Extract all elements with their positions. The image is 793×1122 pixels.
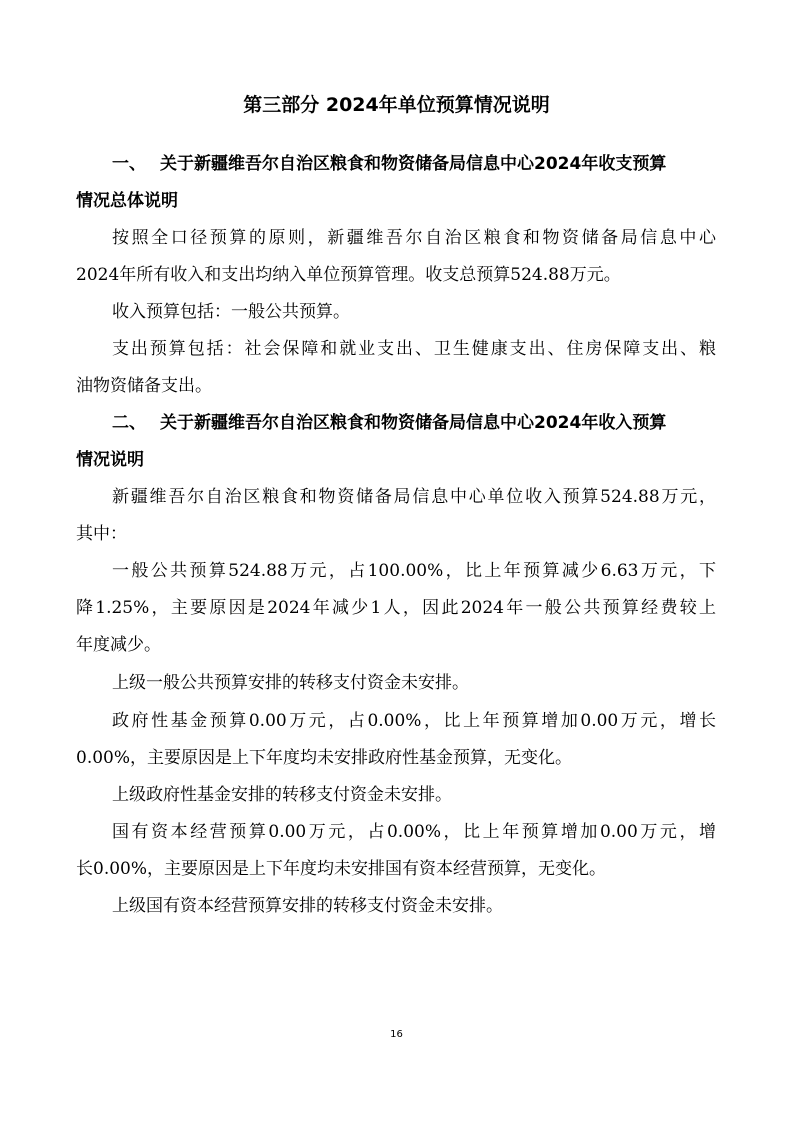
paragraph-9-line1: 国有资本经营预算0.00万元，占0.00%，比上年预算增加0.00万元，增: [112, 822, 716, 842]
paragraph-1: [76, 220, 716, 294]
section-heading-2-line1: 关于新疆维吾尔自治区粮食和物资储备局信息中心2024年收入预算: [160, 413, 667, 433]
paragraph-1-line1: 按照全口径预算的原则，新疆维吾尔自治区粮食和物资储备局信息中心: [112, 228, 716, 248]
paragraph-10: [76, 888, 716, 925]
section-number-1: 一、: [112, 154, 146, 174]
paragraph-3-line2: 油物资储备支出。: [76, 376, 212, 396]
paragraph-3: [76, 331, 716, 405]
paragraph-6-line1: 上级一般公共预算安排的转移支付资金未安排。: [112, 673, 469, 693]
paragraph-5: [76, 553, 716, 664]
paragraph-7: [76, 703, 716, 777]
section-heading-1-line2: 情况总体说明: [76, 191, 178, 211]
paragraph-5-line3: 年度减少。: [76, 635, 161, 655]
paragraph-2: [76, 294, 716, 331]
paragraph-4-line2: 其中：: [76, 524, 127, 544]
paragraph-4-line1: 新疆维吾尔自治区粮食和物资储备局信息中心单位收入预算524.88万元，: [112, 487, 716, 507]
paragraph-5-line2: 降1.25%，主要原因是2024年减少1人，因此2024年一般公共预算经费较上: [76, 598, 716, 618]
paragraph-7-line2: 0.00%，主要原因是上下年度均未安排政府性基金预算，无变化。: [76, 748, 573, 768]
paragraph-4: [76, 479, 716, 553]
paragraph-1-line2: 2024年所有收入和支出均纳入单位预算管理。收支总预算524.88万元。: [76, 265, 621, 285]
paragraph-2-line1: 收入预算包括：一般公共预算。: [112, 302, 350, 322]
paragraph-8: [76, 777, 716, 814]
paragraph-8-line1: 上级政府性基金安排的转移支付资金未安排。: [112, 785, 452, 805]
section-number-2: 二、: [112, 413, 146, 433]
section-heading-1: [76, 146, 716, 220]
page-number: 16: [390, 1029, 403, 1040]
page-title: 第三部分 2024年单位预算情况说明: [243, 94, 550, 116]
paragraph-5-line1: 一般公共预算524.88万元，占100.00%，比上年预算减少6.63万元，下: [112, 561, 716, 581]
paragraph-6: [76, 665, 716, 702]
paragraph-9: [76, 814, 716, 888]
paragraph-10-line1: 上级国有资本经营预算安排的转移支付资金未安排。: [112, 896, 503, 916]
paragraph-9-line2: 长0.00%，主要原因是上下年度均未安排国有资本经营预算，无变化。: [76, 859, 607, 879]
section-heading-2-line2: 情况说明: [76, 450, 144, 470]
section-heading-1-line1: 关于新疆维吾尔自治区粮食和物资储备局信息中心2024年收支预算: [160, 154, 667, 174]
paragraph-3-line1: 支出预算包括：社会保障和就业支出、卫生健康支出、住房保障支出、粮: [112, 339, 716, 359]
paragraph-7-line1: 政府性基金预算0.00万元，占0.00%，比上年预算增加0.00万元，增长: [112, 711, 716, 731]
section-heading-2: [76, 405, 716, 479]
